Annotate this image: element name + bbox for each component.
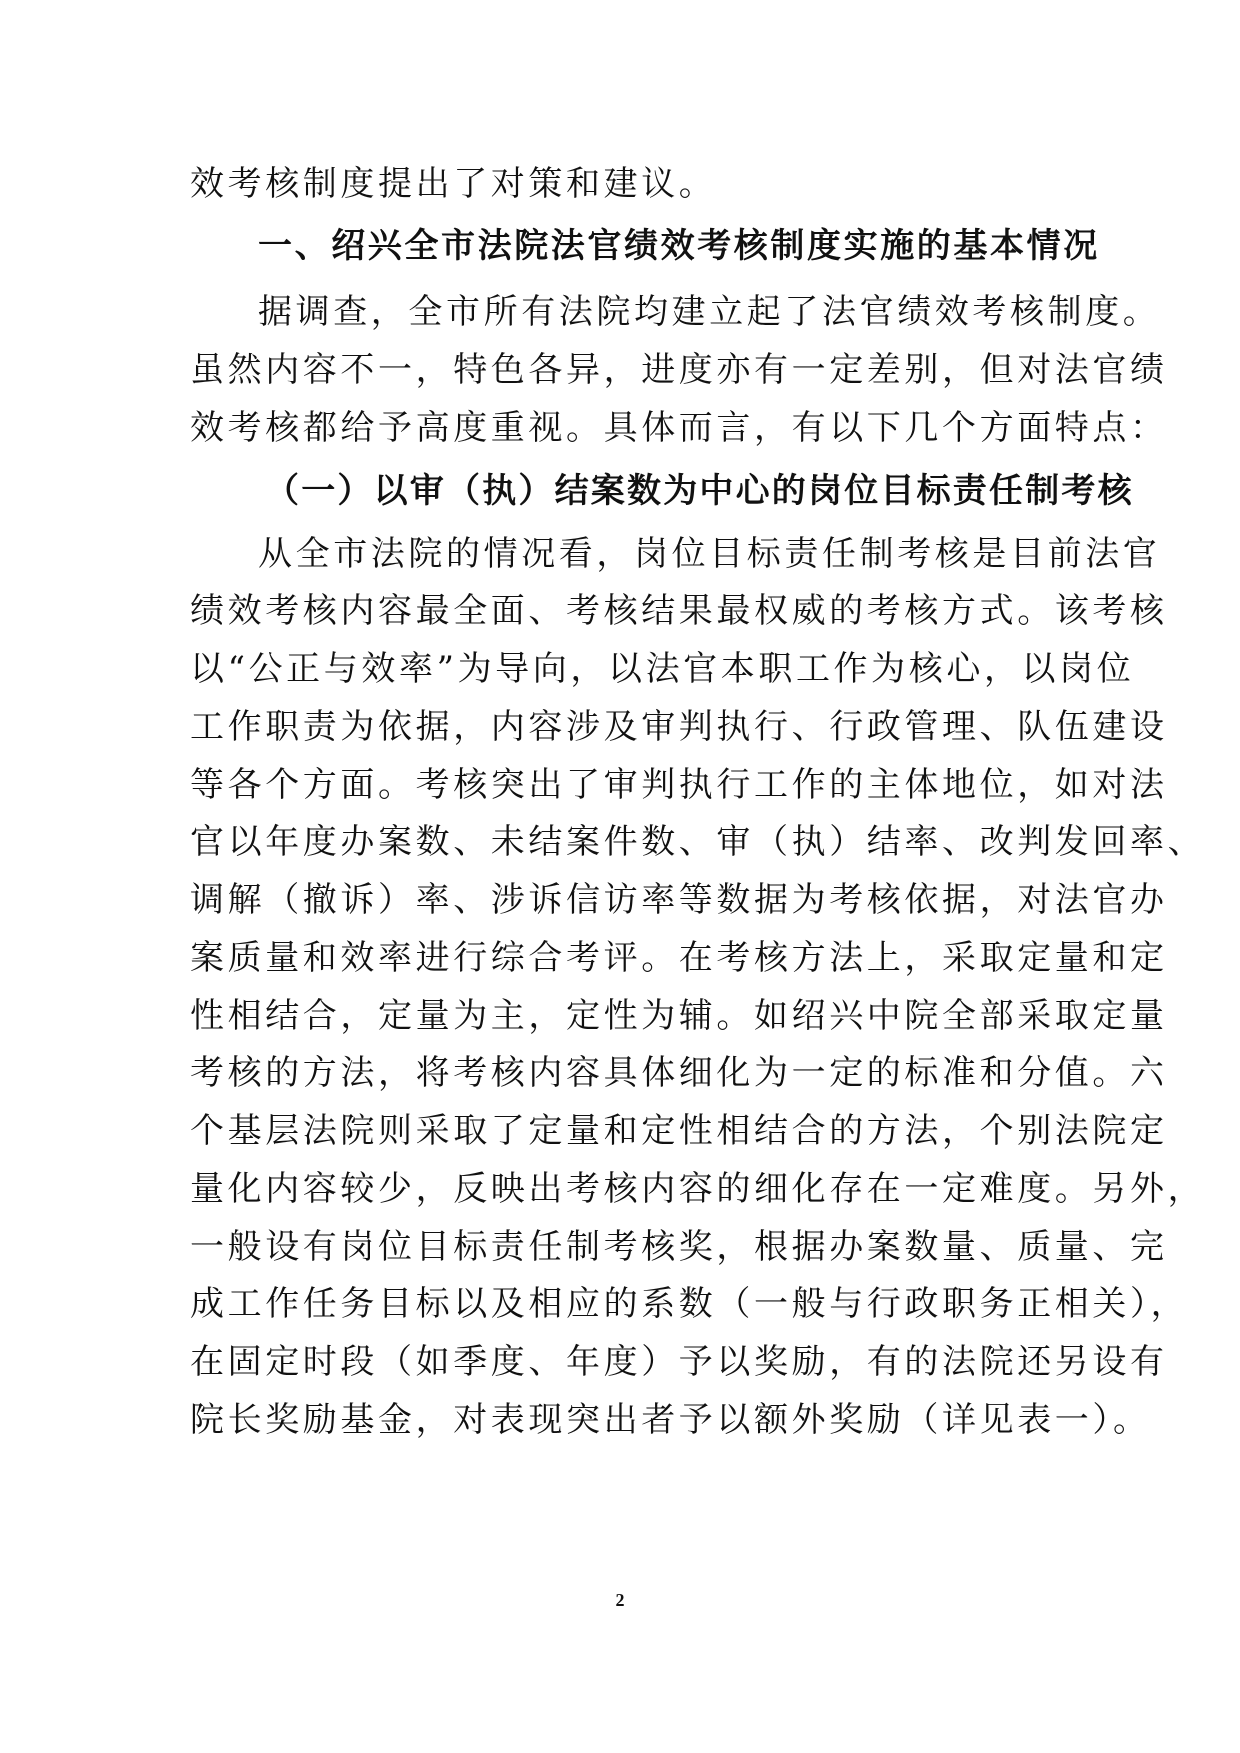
paragraph-line: 院长奖励基金，对表现突出者予以额外奖励（详见表一）。 <box>190 1400 1151 1440</box>
paragraph-line: 案质量和效率进行综合考评。在考核方法上，采取定量和定 <box>190 938 1168 978</box>
paragraph-line: 性相结合，定量为主，定性为辅。如绍兴中院全部采取定量 <box>190 996 1168 1036</box>
section-heading: 一、绍兴全市法院法官绩效考核制度实施的基本情况 <box>258 226 1100 266</box>
page-number: 2 <box>615 1590 625 1610</box>
paragraph-line: 等各个方面。考核突出了审判执行工作的主体地位，如对法 <box>190 765 1168 805</box>
paragraph-line: 在固定时段（如季度、年度）予以奖励，有的法院还另设有 <box>190 1342 1168 1382</box>
paragraph-line: 以“公正与效率”为导向，以法官本职工作为核心，以岗位 <box>190 649 1135 689</box>
paragraph-line: 个基层法院则采取了定量和定性相结合的方法，个别法院定 <box>190 1111 1168 1151</box>
paragraph-line: 效考核都给予高度重视。具体而言，有以下几个方面特点： <box>190 408 1168 448</box>
paragraph-line: 量化内容较少，反映出考核内容的细化存在一定难度。另外， <box>190 1169 1206 1209</box>
paragraph-line: 效考核制度提出了对策和建议。 <box>190 164 717 204</box>
paragraph-line: 官以年度办案数、未结案件数、审（执）结率、改判发回率、 <box>190 822 1206 862</box>
paragraph-line: 考核的方法，将考核内容具体细化为一定的标准和分值。六 <box>190 1053 1168 1093</box>
subsection-heading: （一）以审（执）结案数为中心的岗位目标责任制考核 <box>265 471 1134 511</box>
paragraph-line: 虽然内容不一，特色各异，进度亦有一定差别，但对法官绩 <box>190 350 1168 390</box>
paragraph-line: 据调查，全市所有法院均建立起了法官绩效考核制度。 <box>258 292 1161 332</box>
paragraph-line: 一般设有岗位目标责任制考核奖，根据办案数量、质量、完 <box>190 1227 1168 1267</box>
paragraph-line: 工作职责为依据，内容涉及审判执行、行政管理、队伍建设 <box>190 707 1168 747</box>
paragraph-line: 从全市法院的情况看，岗位目标责任制考核是目前法官 <box>258 534 1161 574</box>
paragraph-line: 调解（撤诉）率、涉诉信访率等数据为考核依据，对法官办 <box>190 880 1168 920</box>
paragraph-line: 绩效考核内容最全面、考核结果最权威的考核方式。该考核 <box>190 591 1168 631</box>
paragraph-line: 成工作任务目标以及相应的系数（一般与行政职务正相关）， <box>190 1284 1189 1324</box>
